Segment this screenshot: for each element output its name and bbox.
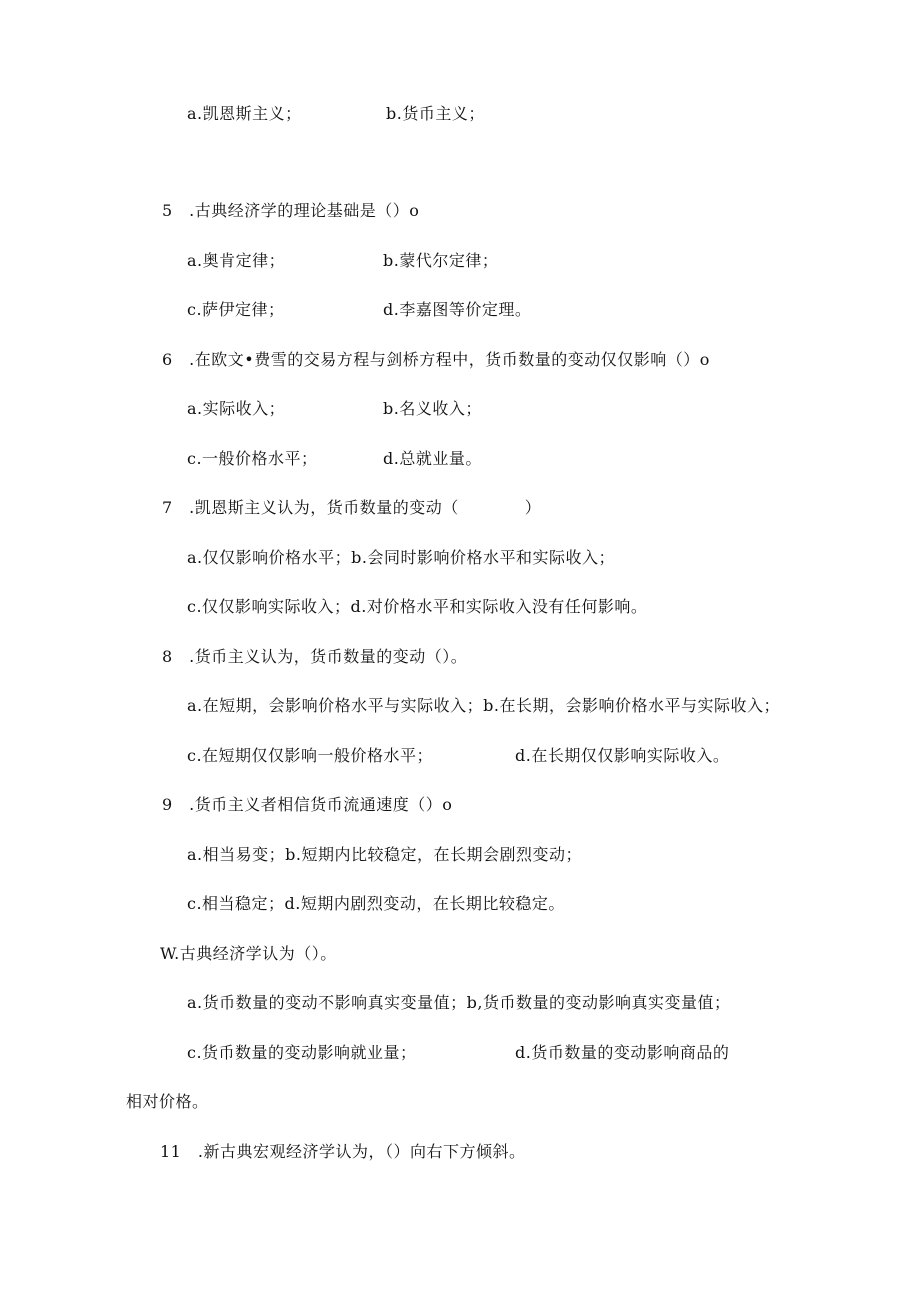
option-b: b.货币主义； [386, 104, 485, 123]
option-c: c.萨伊定律； [187, 300, 285, 319]
option-b: b.名义收入； [383, 399, 482, 418]
options-cd: c.仅仅影响实际收入；d.对价格水平和实际收入没有任何影响。 [187, 597, 648, 616]
question-8: 8 .货币主义认为，货币数量的变动（）。 [162, 647, 468, 666]
option-d: d.在长期仅仅影响实际收入。 [515, 746, 730, 765]
option-a: a.实际收入； [187, 399, 286, 418]
question-9: 9 .货币主义者相信货币流通速度（）o [162, 795, 453, 814]
option-d: d.货币数量的变动影响商品的 [515, 1043, 730, 1062]
options-cd: c.相当稳定；d.短期内剧烈变动，在长期比较稳定。 [187, 894, 565, 913]
question-6: 6 .在欧文•费雪的交易方程与剑桥方程中，货币数量的变动仅仅影响（）o [162, 350, 710, 369]
question-10: W.古典经济学认为（）。 [160, 944, 337, 963]
option-d-continued: 相对价格。 [126, 1092, 209, 1111]
question-5: 5 .古典经济学的理论基础是（）o [162, 201, 420, 220]
options-ab: a.仅仅影响价格水平；b.会同时影响价格水平和实际收入； [187, 548, 615, 567]
option-c: c.在短期仅仅影响一般价格水平； [187, 746, 434, 765]
question-11: 11 .新古典宏观经济学认为，（）向右下方倾斜。 [160, 1142, 526, 1161]
option-d: d.总就业量。 [383, 449, 482, 468]
option-a: a.奥肯定律； [187, 251, 286, 270]
options-ab: a.相当易变；b.短期内比较稳定，在长期会剧烈变动； [187, 845, 582, 864]
options-ab: a.在短期，会影响价格水平与实际收入；b.在长期，会影响价格水平与实际收入； [187, 696, 780, 715]
question-7: 7 .凯恩斯主义认为，货币数量的变动（ ） [162, 498, 542, 517]
option-c: c.货币数量的变动影响就业量； [187, 1043, 417, 1062]
options-ab: a.货币数量的变动不影响真实变量值；b,货币数量的变动影响真实变量值； [187, 993, 731, 1012]
option-c: c.一般价格水平； [187, 449, 318, 468]
option-d: d.李嘉图等价定理。 [383, 300, 532, 319]
option-b: b.蒙代尔定律； [383, 251, 499, 270]
option-a: a.凯恩斯主义； [187, 104, 302, 123]
